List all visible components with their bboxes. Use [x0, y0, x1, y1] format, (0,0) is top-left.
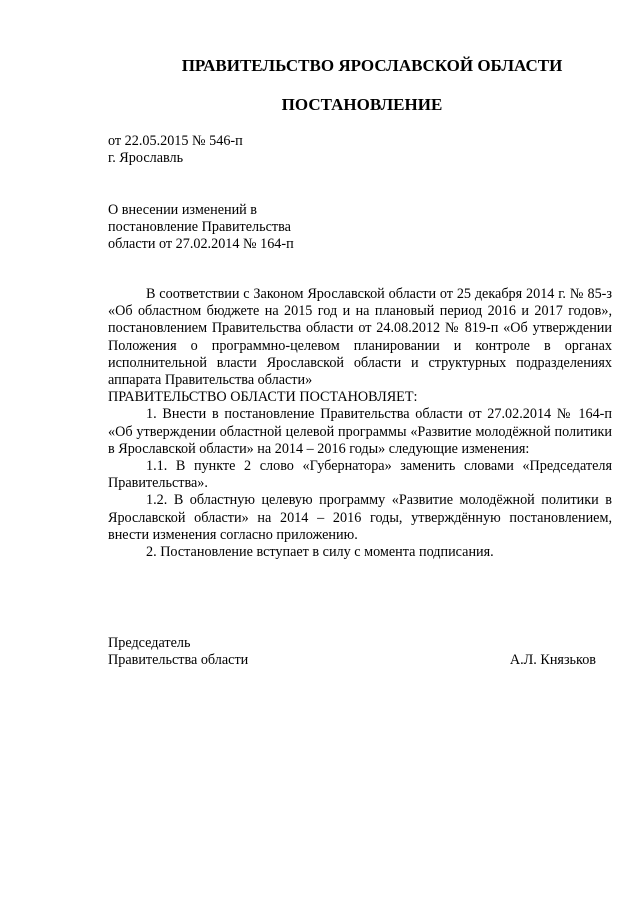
item-1-1-paragraph: 1.1. В пункте 2 слово «Губернатора» заменить словами «Председателя Правительства». [108, 458, 612, 492]
subject-line: постановление Правительства [108, 219, 291, 235]
signatory-name: А.Л. Князьков [509, 652, 596, 668]
document-body [108, 286, 612, 561]
subject-line: О внесении изменений в [108, 202, 258, 218]
item-2-paragraph: 2. Постановление вступает в силу с момента подписания. [146, 544, 494, 561]
item-1-paragraph: 1. Внести в постановление Правительства области от 27.02.2014 № 164-п «Об утверждении областной целевой программы «Развитие молодёжной политики в Ярославской области» на 2014 – 2016 годы» следующие изменения: [108, 406, 612, 457]
organization-title: ПРАВИТЕЛЬСТВО ЯРОСЛАВСКОЙ ОБЛАСТИ [181, 56, 563, 75]
subject-line: области от 27.02.2014 № 164-п [108, 236, 294, 252]
resolves-line: ПРАВИТЕЛЬСТВО ОБЛАСТИ ПОСТАНОВЛЯЕТ: [108, 389, 418, 406]
preamble-paragraph: В соответствии с Законом Ярославской области от 25 декабря 2014 г. № 85-з «Об областном бюджете на 2015 год и на плановый период 2016 и 2017 годов», постановлением Правительства области от 24.08.2012 № 819-п «Об утверждении Положения о программно-целевом планировании и контроле в органах исполнительной власти Ярославской области и структурных подразделениях аппарата Правительства области» [108, 286, 612, 389]
signature-row [108, 652, 608, 669]
signature-position-line-2: Правительства области [108, 652, 249, 668]
signature-block [108, 635, 608, 669]
document-subject [108, 202, 338, 253]
item-1-2-paragraph: 1.2. В областную целевую программу «Развитие молодёжной политики в Ярославской области» на 2014 – 2016 годы, утверждённую постановлением, внести изменения согласно приложению. [108, 492, 612, 543]
date-number-line: от 22.05.2015 № 546-п [108, 133, 243, 149]
city-line: г. Ярославль [108, 150, 184, 166]
signature-position-line-1: Председатель [108, 635, 191, 651]
document-type-title: ПОСТАНОВЛЕНИЕ [281, 95, 443, 114]
